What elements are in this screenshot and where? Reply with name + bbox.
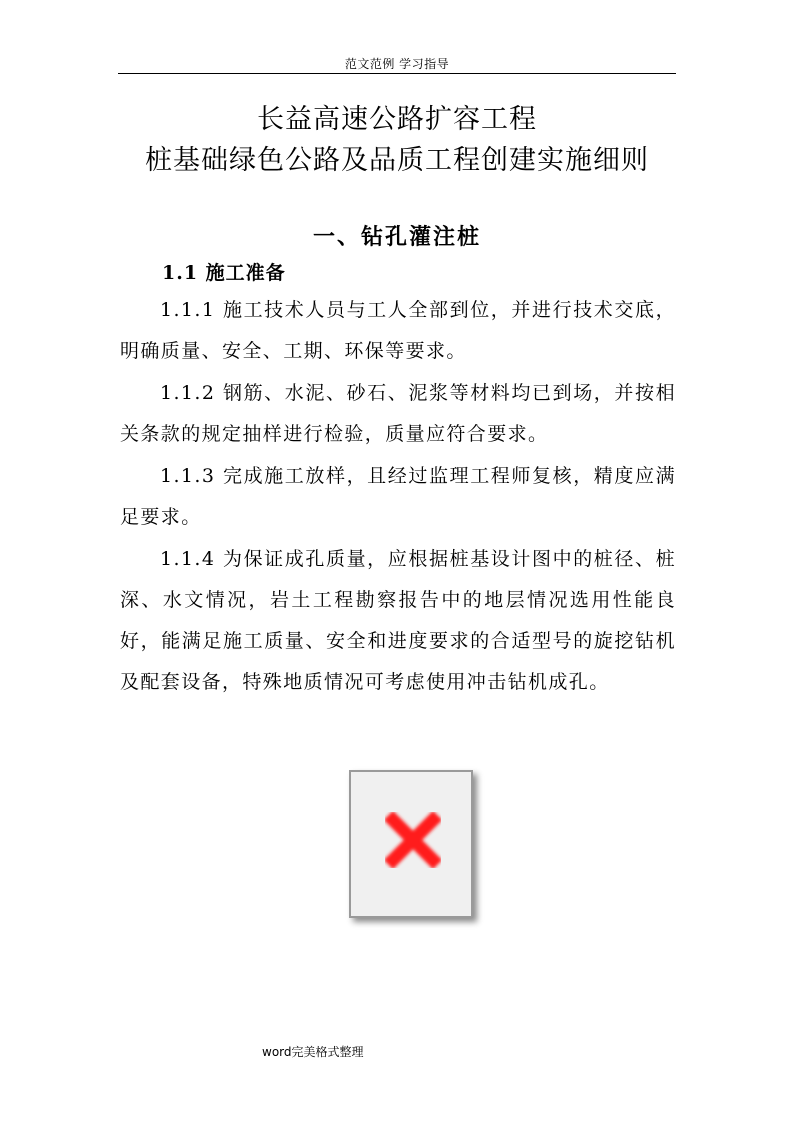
broken-image-icon [349, 770, 473, 918]
section-heading: 一、钻孔灌注桩 [312, 224, 481, 250]
subsection-heading: 1.1 施工准备 [162, 262, 286, 284]
document-title-line-1: 长益高速公路扩容工程 [257, 104, 537, 135]
page-footer: word完美格式整理 [262, 1045, 364, 1059]
header-rule [118, 73, 676, 74]
document-title-line-2: 桩基础绿色公路及品质工程创建实施细则 [145, 145, 649, 176]
paragraph-1-1-1: 1.1.1 施工技术人员与工人全部到位，并进行技术交底，明确质量、安全、工期、环保等要求。 [120, 299, 676, 362]
paragraph-1-1-2: 1.1.2 钢筋、水泥、砂石、泥浆等材料均已到场，并按相关条款的规定抽样进行检验，质量应符合要求。 [120, 382, 676, 445]
broken-image-placeholder [349, 770, 473, 918]
page-header: 范文范例 学习指导 [344, 57, 450, 71]
paragraph-1-1-4: 1.1.4 为保证成孔质量，应根据桩基设计图中的桩径、桩深、水文情况，岩土工程勘察报告中的地层情况选用性能良好，能满足施工质量、安全和进度要求的合适型号的旋挖钻机及配套设备，特殊地质情况可考虑使用冲击钻机成孔。 [120, 548, 676, 693]
paragraph-1-1-3: 1.1.3 完成施工放样，且经过监理工程师复核，精度应满足要求。 [120, 465, 676, 528]
